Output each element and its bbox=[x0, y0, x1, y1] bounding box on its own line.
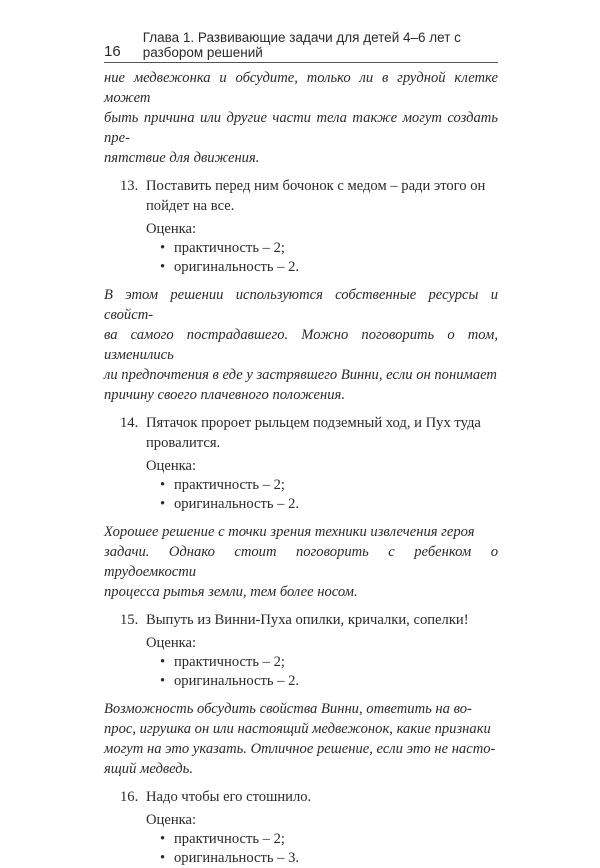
solution-number: 16. bbox=[120, 789, 139, 805]
text-line: Хорошее решение с точки зрения техники извлечения героя bbox=[104, 524, 475, 540]
solution-text: пойдет на все. bbox=[146, 198, 235, 214]
solution-number: 15. bbox=[120, 612, 139, 628]
comment-15 bbox=[104, 699, 498, 779]
rating-practicality: • практичность – 2; bbox=[160, 654, 285, 670]
rating-label: Оценка: bbox=[146, 635, 197, 651]
rating-practicality: • практичность – 2; bbox=[160, 831, 285, 847]
chapter-title: Глава 1. Развивающие задачи для детей 4–6 лет с разбором решений bbox=[142, 30, 461, 60]
running-header bbox=[104, 30, 498, 63]
comment-continuation bbox=[104, 68, 498, 168]
page-number: 16 bbox=[104, 43, 121, 60]
rating-originality: • оригинальность – 2. bbox=[160, 673, 300, 689]
text-line: задачи. Однако стоит поговорить с ребенком о трудоемкости bbox=[104, 544, 498, 580]
text-line: ние медвежонка и обсудите, только ли в грудной клетке может bbox=[104, 70, 498, 106]
text-line: ва самого пострадавшего. Можно поговорить о том, изменились bbox=[104, 327, 498, 363]
solution-16 bbox=[104, 787, 498, 868]
text-line: прос, игрушка он или настоящий медвежонок, какие признаки bbox=[104, 721, 491, 737]
comment-14 bbox=[104, 522, 498, 602]
text-line: причину своего плачевного положения. bbox=[104, 387, 345, 403]
text-line: пятствие для движения. bbox=[104, 150, 260, 166]
rating-originality: • оригинальность – 2. bbox=[160, 496, 300, 512]
solution-14 bbox=[104, 413, 498, 514]
page-body bbox=[104, 68, 498, 868]
solution-text: Пятачок пророет рыльцем подземный ход, и Пух туда bbox=[146, 415, 481, 431]
solution-text: Надо чтобы его стошнило. bbox=[146, 789, 312, 805]
text-line: ящий медведь. bbox=[104, 761, 193, 777]
solution-text: Поставить перед ним бочонок с медом – ради этого он bbox=[146, 178, 486, 194]
solution-number: 13. bbox=[120, 178, 139, 194]
rating-originality: • оригинальность – 3. bbox=[160, 850, 300, 866]
text-line: ли предпочтения в еде у застрявшего Винни, если он понимает bbox=[104, 367, 497, 383]
rating-label: Оценка: bbox=[146, 221, 197, 237]
solution-13 bbox=[104, 176, 498, 277]
solution-text: Выпуть из Винни-Пуха опилки, кричалки, сопелки! bbox=[146, 612, 469, 628]
solution-text: провалится. bbox=[146, 435, 221, 451]
rating-practicality: • практичность – 2; bbox=[160, 477, 285, 493]
comment-13 bbox=[104, 285, 498, 405]
solution-number: 14. bbox=[120, 415, 139, 431]
rating-label: Оценка: bbox=[146, 458, 197, 474]
solution-15 bbox=[104, 610, 498, 691]
text-line: В этом решении используются собственные ресурсы и свойст- bbox=[104, 287, 498, 323]
rating-label: Оценка: bbox=[146, 812, 197, 828]
rating-originality: • оригинальность – 2. bbox=[160, 259, 300, 275]
text-line: процесса рытья земли, тем более носом. bbox=[104, 584, 358, 600]
rating-practicality: • практичность – 2; bbox=[160, 240, 285, 256]
text-line: Возможность обсудить свойства Винни, ответить на во- bbox=[104, 701, 472, 717]
text-line: быть причина или другие части тела также могут создать пре- bbox=[104, 110, 498, 146]
text-line: могут на это указать. Отличное решение, если это не насто- bbox=[104, 741, 496, 757]
